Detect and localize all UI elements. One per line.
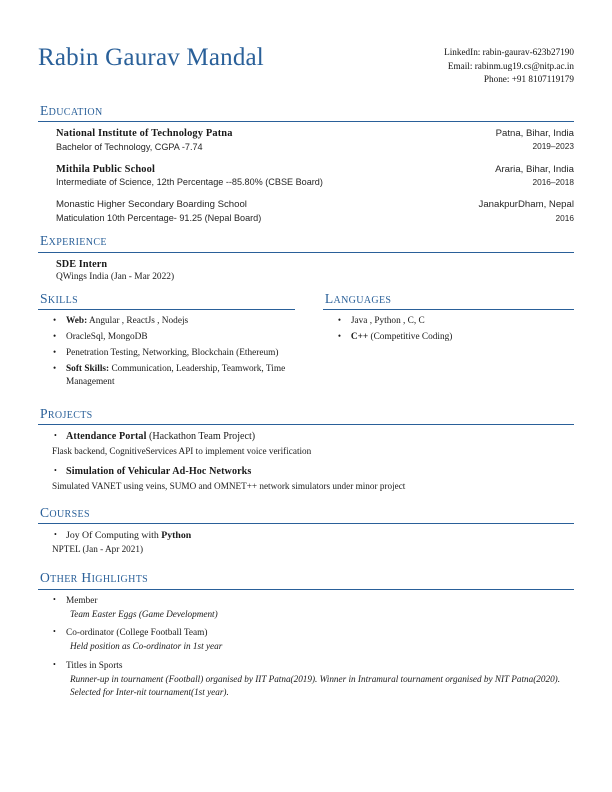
language-text: Java , Python , C, C (350, 315, 425, 326)
list-item (52, 315, 295, 328)
experience-entry (38, 258, 574, 285)
section-courses (38, 505, 574, 557)
education-detail: Intermediate of Science, 12th Percentage --85.80% (CBSE Board) (56, 177, 323, 188)
section-divider (38, 424, 574, 425)
section-heading-highlights: Other Highlights (40, 570, 149, 586)
education-location: Araria, Bihar, India (495, 163, 574, 175)
course-header (52, 529, 574, 543)
education-detail: Bachelor of Technology, CGPA -7.74 (56, 141, 203, 152)
highlights-list (38, 595, 574, 700)
education-entry-right (465, 198, 574, 223)
resume-header (38, 44, 574, 87)
section-heading-courses: Courses (40, 504, 90, 520)
section-heading-education: Education (40, 102, 103, 118)
education-institution: Monastic Higher Secondary Boarding School (56, 199, 247, 211)
course-title-emphasis: Python (161, 530, 192, 542)
education-dates: 2016–2018 (532, 176, 574, 187)
education-dates: 2016 (555, 212, 574, 223)
highlight-title: • Co-ordinator (College Football Team) (66, 628, 208, 639)
contact-linkedin[interactable]: LinkedIn: rabin-gaurav-623b27190 (444, 47, 574, 57)
education-detail: Maticulation 10th Percentage- 91.25 (Nepal Board) (56, 212, 262, 223)
project-entry (38, 465, 574, 493)
languages-list (323, 315, 574, 344)
experience-role: SDE Intern (56, 258, 108, 270)
section-education (38, 103, 574, 225)
skill-label: Web: (66, 315, 88, 326)
course-entry (38, 529, 574, 556)
candidate-name: Rabin Gaurav Mandal (38, 44, 264, 71)
contact-block (444, 44, 574, 87)
education-entry (38, 127, 574, 154)
contact-email[interactable]: Email: rabinm.ug19.cs@nitp.ac.in (447, 60, 574, 71)
section-skills (38, 291, 295, 393)
education-entry (38, 163, 574, 190)
skills-languages-row (38, 291, 574, 393)
course-description: NPTEL (Jan - Apr 2021) (52, 544, 144, 555)
project-description: Simulated VANET using veins, SUMO and OMNET++ network simulators under minor project (52, 480, 406, 491)
project-header (52, 465, 574, 479)
section-heading-languages: Languages (324, 290, 392, 306)
project-description: Flask backend, CognitiveServices API to implement voice verification (52, 446, 312, 457)
list-item (52, 627, 574, 653)
experience-detail: QWings India (Jan - Mar 2022) (56, 272, 175, 283)
skill-label: Soft Skills: (66, 363, 110, 374)
education-dates: 2019–2023 (532, 141, 574, 152)
education-entry-right (482, 127, 574, 152)
education-institution: Mithila Public School (56, 163, 155, 175)
section-divider (38, 589, 574, 590)
list-item (52, 363, 295, 390)
section-divider (38, 309, 295, 310)
skills-list (38, 315, 295, 390)
contact-phone: Phone: +91 8107119179 (483, 74, 574, 85)
project-title: Simulation of Vehicular Ad-Hoc Networks (66, 466, 252, 478)
education-entry-left (56, 163, 481, 190)
highlight-title: • Member (66, 595, 98, 606)
education-entry-left (56, 127, 482, 154)
highlight-detail: Team Easter Eggs (Game Development) (70, 608, 218, 619)
section-divider (38, 523, 574, 524)
list-item (52, 331, 295, 344)
section-highlights (38, 570, 574, 699)
highlight-detail: Held position as Co-ordinator in 1st year (70, 641, 223, 652)
education-entry (38, 198, 574, 224)
section-divider (323, 309, 574, 310)
education-entry-right (481, 163, 574, 188)
list-item (52, 660, 574, 700)
education-location: JanakpurDham, Nepal (478, 199, 574, 211)
section-languages (317, 291, 574, 347)
highlight-detail: Runner-up in tournament (Football) organised by IIT Patna(2019). Winner in Intramural tournament organised by NIT Patna(2020). Selected for Inter-nit tournament(1st year). (70, 673, 561, 697)
language-label: C++ (350, 331, 369, 342)
project-header (52, 430, 574, 444)
education-entry-left (56, 198, 465, 224)
skill-text: OracleSql, MongoDB (66, 331, 148, 342)
project-title: Attendance Portal (66, 431, 147, 443)
section-divider (38, 252, 574, 253)
list-item (52, 595, 574, 621)
project-entry (38, 430, 574, 458)
skill-text: Communication, Leadership, Teamwork, Time Management (66, 363, 286, 388)
course-title: Joy Of Computing with (66, 530, 162, 542)
section-heading-experience: Experience (40, 233, 107, 249)
section-projects (38, 406, 574, 493)
section-experience (38, 233, 574, 284)
skill-text: Angular , ReactJs , Nodejs (87, 315, 189, 326)
list-item (52, 347, 295, 360)
list-item (337, 331, 574, 344)
skill-text: Penetration Testing, Networking, Blockchain (Ethereum) (66, 347, 279, 358)
language-text: (Competitive Coding) (368, 331, 453, 342)
section-heading-skills: Skills (40, 290, 78, 306)
highlight-title: • Titles in Sports (66, 660, 123, 671)
project-subtitle: (Hackathon Team Project) (146, 431, 256, 443)
list-item (337, 315, 574, 328)
education-location: Patna, Bihar, India (495, 127, 574, 139)
section-divider (38, 121, 574, 122)
section-heading-projects: Projects (40, 406, 93, 422)
education-institution: National Institute of Technology Patna (56, 127, 233, 139)
